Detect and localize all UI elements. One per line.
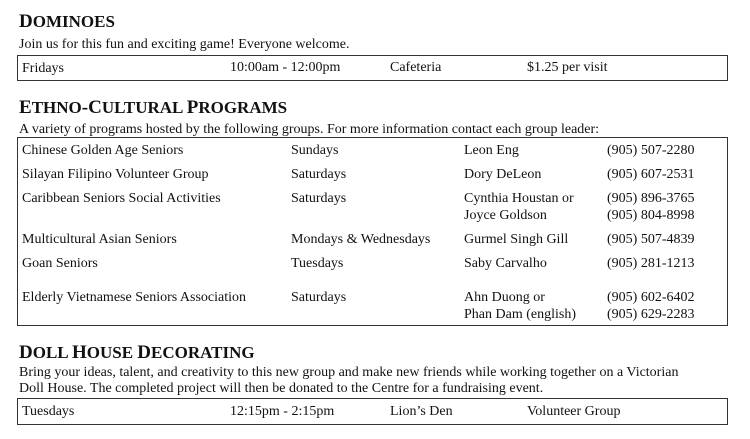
- dominoes-day: Fridays: [22, 61, 64, 76]
- dominoes-time: 10:00am - 12:00pm: [230, 60, 341, 75]
- ethno-programs-table: [17, 137, 728, 326]
- table-row-phone: (905) 804-8998: [607, 208, 695, 223]
- dominoes-title: DOMINOES: [19, 11, 115, 32]
- table-row-contact: Cynthia Houstan or: [464, 191, 574, 206]
- table-row-group: Multicultural Asian Seniors: [22, 232, 177, 247]
- doll-house-group: Volunteer Group: [527, 404, 621, 419]
- table-row-phone: (905) 507-2280: [607, 143, 695, 158]
- table-row-group: Silayan Filipino Volunteer Group: [22, 167, 209, 182]
- table-row-day: Saturdays: [291, 290, 347, 305]
- table-row-contact: Ahn Duong or: [464, 290, 545, 305]
- dominoes-location: Cafeteria: [390, 60, 442, 75]
- table-row-phone: (905) 602-6402: [607, 290, 695, 305]
- table-row-contact: Dory DeLeon: [464, 167, 542, 182]
- table-row-phone: (905) 281-1213: [607, 256, 695, 271]
- table-row-phone: (905) 896-3765: [607, 191, 695, 206]
- table-row-contact: Leon Eng: [464, 143, 519, 158]
- table-row-group: Elderly Vietnamese Seniors Association: [22, 290, 247, 305]
- table-row-phone: (905) 607-2531: [607, 167, 695, 182]
- table-row-day: Mondays & Wednesdays: [291, 232, 431, 247]
- ethno-intro: A variety of programs hosted by the following groups. For more information contact each group leader:: [19, 122, 600, 137]
- doll-house-intro-line1: Bring your ideas, talent, and creativity to this new group and make new friends while working together on a Victorian: [19, 365, 679, 380]
- table-row-day: Saturdays: [291, 191, 347, 206]
- table-row-day: Saturdays: [291, 167, 347, 182]
- table-row-group: Caribbean Seniors Social Activities: [22, 191, 221, 206]
- table-row-contact: Gurmel Singh Gill: [464, 232, 569, 247]
- ethno-title: ETHNO-CULTURAL PROGRAMS: [19, 97, 288, 118]
- dominoes-cost: $1.25 per visit: [527, 60, 608, 75]
- table-row-group: Chinese Golden Age Seniors: [22, 143, 184, 158]
- table-row-phone: (905) 507-4839: [607, 232, 695, 247]
- dominoes-schedule-box: [17, 55, 728, 81]
- table-row-day: Sundays: [291, 143, 339, 158]
- table-row-group: Goan Seniors: [22, 256, 98, 271]
- doll-house-day: Tuesdays: [22, 404, 75, 419]
- doll-house-intro-line2: Doll House. The completed project will then be donated to the Centre for a fundraising event.: [19, 381, 544, 396]
- table-row-day: Tuesdays: [291, 256, 344, 271]
- doll-house-schedule-box: [17, 398, 728, 425]
- doll-house-title: DOLL HOUSE DECORATING: [19, 342, 255, 363]
- dominoes-intro: Join us for this fun and exciting game! Everyone welcome.: [19, 37, 350, 52]
- doll-house-time: 12:15pm - 2:15pm: [230, 404, 335, 419]
- table-row-contact: Joyce Goldson: [464, 208, 547, 223]
- table-row-phone: (905) 629-2283: [607, 307, 695, 322]
- table-row-contact: Phan Dam (english): [464, 307, 576, 322]
- table-row-contact: Saby Carvalho: [464, 256, 547, 271]
- doll-house-location: Lion’s Den: [390, 404, 453, 419]
